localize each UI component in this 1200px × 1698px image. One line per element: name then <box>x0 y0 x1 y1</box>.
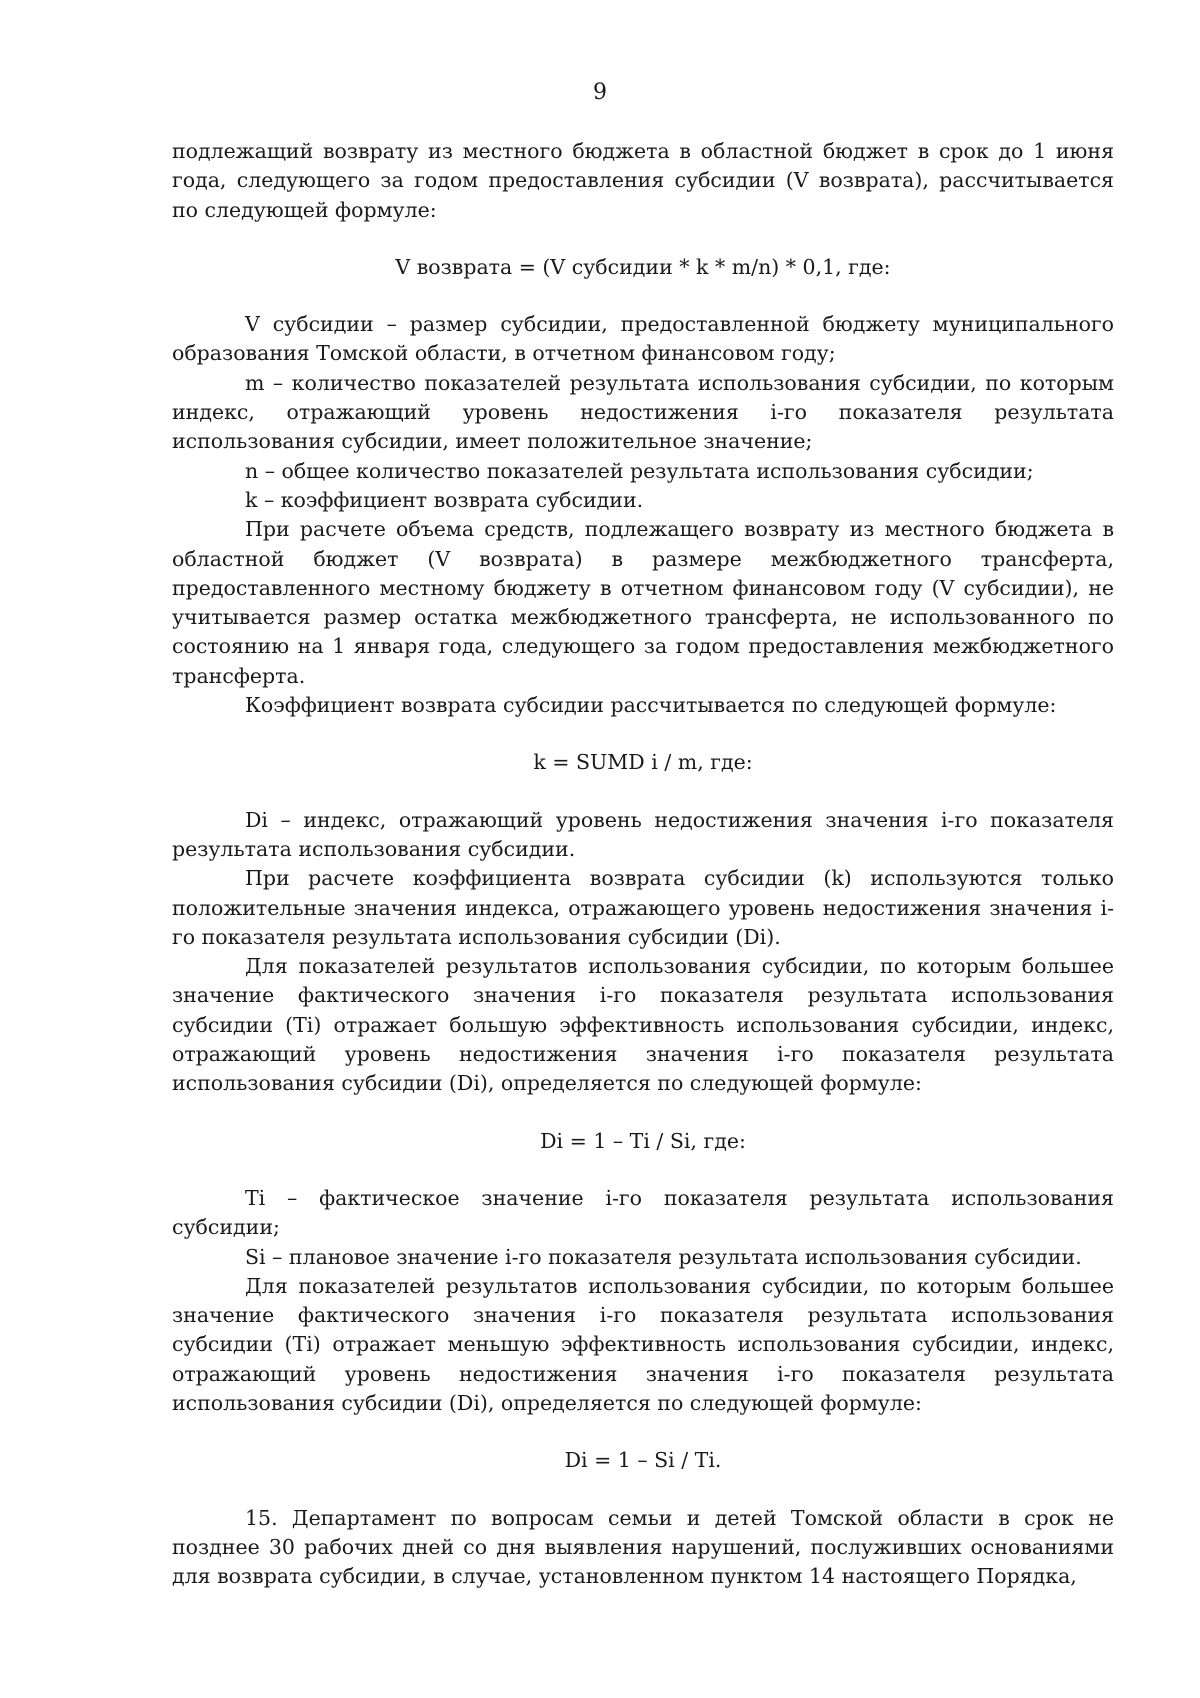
document-body <box>172 137 1114 1591</box>
definition-k: k – коэффициент возврата субсидии. <box>245 487 644 512</box>
paragraph-positive-values: При расчете коэффициента возврата субсидии (k) используются только положительные значения индекса, отражающего уровень недостижения значения i-го показателя результата использования субсидии (Di). <box>172 866 1114 949</box>
paragraph-continuation: подлежащий возврату из местного бюджета в областной бюджет в срок до 1 июня года, следующего за годом предоставления субсидии (V возврата), рассчитывается по следующей формуле: <box>172 139 1114 222</box>
paragraph-item-15: 15. Департамент по вопросам семьи и детей Томской области в срок не позднее 30 рабочих дней со дня выявления нарушений, послуживших основаниями для возврата субсидии, в случае, установленном пунктом 14 настоящего Порядка, <box>172 1505 1114 1589</box>
paragraph-calculation-note: При расчете объема средств, подлежащего возврату из местного бюджета в областной бюджет (V возврата) в размере межбюджетного трансферта, предоставленного местному бюджету в отчетном финансовом году (V субсидии), не учитывается размер остатка межбюджетного трансферта, не использованного по состоянию на 1 января года, следующего за годом предоставления межбюджетного трансферта. <box>172 517 1114 688</box>
definition-di: Di – индекс, отражающий уровень недостижения значения i-го показателя результата использования субсидии. <box>172 807 1114 861</box>
definition-si: Si – плановое значение i-го показателя результата использования субсидии. <box>245 1244 1082 1269</box>
formula-di-ti-si: Di = 1 – Ti / Si, где: <box>540 1128 746 1153</box>
definition-ti: Ti – фактическое значение i-го показателя результата использования субсидии; <box>172 1185 1114 1240</box>
definition-m: m – количество показателей результата использования субсидии, по которым индекс, отражающий уровень недостижения i-го показателя результата использования субсидии, имеет положительное значение; <box>172 370 1114 454</box>
formula-di-si-ti: Di = 1 – Si / Ti. <box>564 1448 722 1473</box>
definition-v-subsidy: V субсидии – размер субсидии, предоставленной бюджету муниципального образования Томской области, в отчетном финансовом году; <box>172 312 1114 366</box>
paragraph-coefficient-intro: Коэффициент возврата субсидии рассчитывается по следующей формуле: <box>245 693 1057 718</box>
formula-v-return: V возврата = (V субсидии * k * m/n) * 0,1, где: <box>395 254 891 279</box>
paragraph-higher-better: Для показателей результатов использования субсидии, по которым большее значение фактического значения i-го показателя результата использования субсидии (Ti) отражает большую эффективность использования субсидии, индекс, отражающий уровень недостижения значения i-го показателя результата использования субсидии (Di), определяется по следующей формуле: <box>172 954 1114 1096</box>
definition-n: n – общее количество показателей результата использования субсидии; <box>245 458 1034 483</box>
paragraph-lower-better: Для показателей результатов использования субсидии, по которым большее значение фактического значения i-го показателя результата использования субсидии (Ti) отражает меньшую эффективность использования субсидии, индекс, отражающий уровень недостижения значения i-го показателя результата использования субсидии (Di), определяется по следующей формуле: <box>172 1273 1114 1415</box>
page-number: 9 <box>593 80 607 105</box>
formula-k: k = SUMD i / m, где: <box>533 750 753 775</box>
